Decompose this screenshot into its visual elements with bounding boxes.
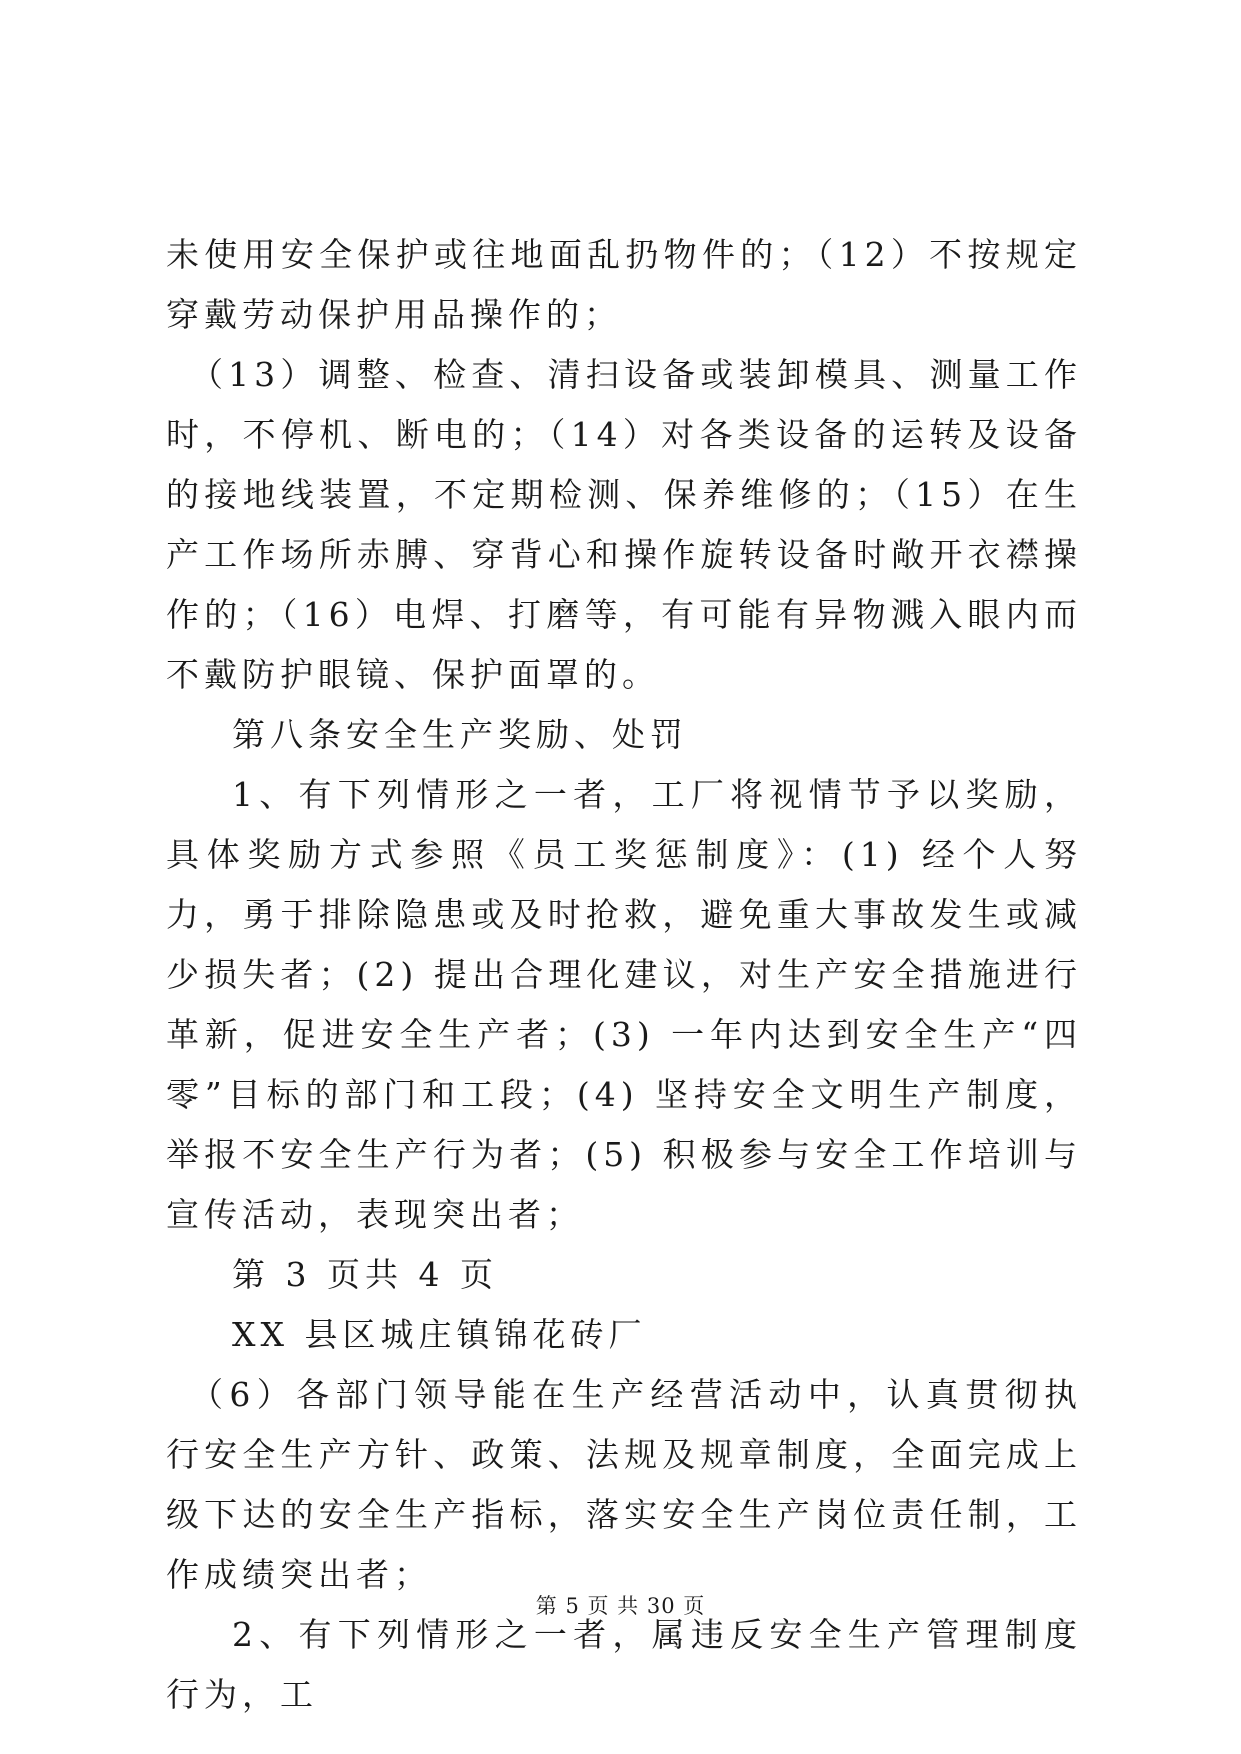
section-heading-article-8: 第八条安全生产奖励、处罚 (232, 715, 688, 754)
paragraph-item-6: （6）各部门领导能在生产经营活动中，认真贯彻执行安全生产方针、政策、法规及规章制度，全面完成上级下达的安全生产指标，落实安全生产岗位责任制，工作成绩突出者； (166, 1375, 1082, 1594)
paragraph-items-13-16: （13）调整、检查、清扫设备或装卸模具、测量工作时，不停机、断电的；（14）对各类设备的运转及设备的接地线装置，不定期检测、保养维修的；（15）在生产工作场所赤膊、穿背心和操作旋转设备时敞开衣襟操作的；（16）电焊、打磨等，有可能有异物溅入眼内而不戴防护眼镜、保护面罩的。 (166, 355, 1082, 694)
document-body (166, 225, 1082, 1725)
paragraph-rewards: 1、有下列情形之一者，工厂将视情节予以奖励，具体奖励方式参照《员工奖惩制度》：(1) 经个人努力，勇于排除隐患或及时抢救，避免重大事故发生或减少损失者；(2) 提出合理化建议，对生产安全措施进行革新，促进安全生产者；(3) 一年内达到安全生产“四零”目标的部门和工段；(4) 坚持安全文明生产制度，举报不安全生产行为者；(5) 积极参与安全工作培训与宣传活动，表现突出者； (166, 775, 1082, 1234)
paragraph-violations-start: 2、有下列情形之一者，属违反安全生产管理制度行为，工 (166, 1615, 1082, 1714)
page-footer: 第 5 页 共 30 页 (535, 1594, 706, 1618)
inline-page-marker: 第 3 页共 4 页 (232, 1255, 498, 1294)
company-name: XX 县区城庄镇锦花砖厂 (232, 1315, 647, 1354)
paragraph-continuation: 未使用安全保护或往地面乱扔物件的；（12）不按规定穿戴劳动保护用品操作的； (166, 235, 1082, 334)
